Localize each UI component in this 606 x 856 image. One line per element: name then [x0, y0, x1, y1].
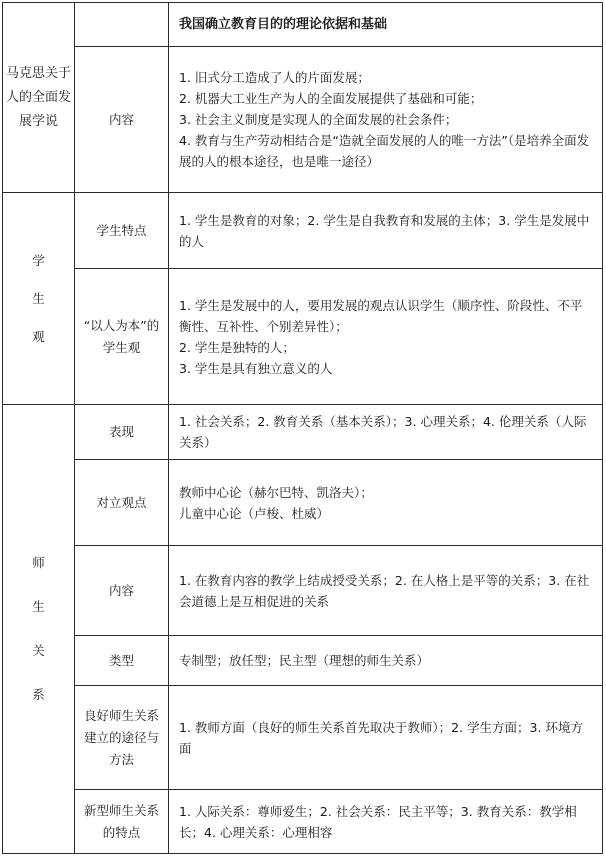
relation-content-label: 内容 [75, 546, 169, 636]
people-oriented-line: 2. 学生是独特的人； [179, 339, 295, 355]
section-title-marx: 马克思关于人的全面发展学说 [3, 3, 75, 193]
section-title-teacher-student [3, 405, 75, 854]
student-features-line: 1. 学生是教育的对象；2. 学生是自我教育和发展的主体；3. 学生是发展中的人 [179, 212, 590, 249]
opposing-views-label: 对立观点 [75, 460, 169, 546]
opposing-views-cell [169, 460, 603, 546]
new-relation-features-line: 1. 人际关系：尊师爱生；2. 社会关系：民主平等；3. 教育关系：教学相长；4. 心理关系：心理相容 [179, 803, 577, 840]
good-relation-methods-line: 1. 教师方面（良好的师生关系首先取决于教师）；2. 学生方面；3. 环境方面 [179, 719, 583, 756]
people-oriented-cell [169, 269, 603, 405]
header-empty-cell [75, 3, 169, 47]
marx-content-label: 内容 [75, 47, 169, 193]
marx-content-cell [169, 47, 603, 193]
opposing-views-line: 教师中心论（赫尔巴特、凯洛夫）； [179, 484, 373, 500]
marx-line: 2. 机器大工业生产为人的全面发展提供了基础和可能； [179, 91, 483, 106]
relation-content-line: 1. 在教育内容的教学上结成授受关系；2. 在人格上是平等的关系；3. 在社会道德上是互相促进的关系 [179, 572, 590, 609]
relation-type-cell [169, 636, 603, 686]
section-title-student-view [3, 193, 75, 405]
section-title-text: 师生关系 [32, 555, 45, 702]
marx-line: 3. 社会主义制度是实现人的全面发展的社会条件； [179, 112, 458, 127]
education-theory-table [2, 2, 603, 854]
section-title-text: 学生观 [32, 252, 45, 344]
new-relation-features-label: 新型师生关系的特点 [75, 790, 169, 854]
new-relation-features-cell [169, 790, 603, 854]
relation-type-label: 类型 [75, 636, 169, 686]
relation-content-cell [169, 546, 603, 636]
manifestation-label: 表现 [75, 405, 169, 460]
manifestation-line: 1. 社会关系；2. 教育关系（基本关系）；3. 心理关系；4. 伦理关系（人际关系） [179, 414, 587, 450]
table-header: 我国确立教育目的的理论依据和基础 [169, 3, 603, 47]
people-oriented-line: 1. 学生是发展中的人，要用发展的观点认识学生（顺序性、阶段性、不平衡性、互补性、个别差异性）； [179, 297, 583, 334]
good-relation-methods-label: 良好师生关系建立的途径与方法 [75, 686, 169, 790]
manifestation-cell [169, 405, 603, 460]
marx-line: 4. 教育与生产劳动相结合是“造就全面发展的人的唯一方法”（是培养全面发展的人的根本途径，也是唯一途径） [179, 133, 590, 169]
good-relation-methods-cell [169, 686, 603, 790]
student-features-cell [169, 193, 603, 269]
marx-line: 1. 旧式分工造成了人的片面发展； [179, 70, 370, 85]
student-features-label: 学生特点 [75, 193, 169, 269]
relation-type-line: 专制型；放任型；民主型（理想的师生关系） [179, 653, 430, 668]
opposing-views-line: 儿童中心论（卢梭、杜威） [179, 505, 330, 521]
people-oriented-line: 3. 学生是具有独立意义的人 [179, 360, 333, 376]
people-oriented-label: “以人为本”的学生观 [75, 269, 169, 405]
